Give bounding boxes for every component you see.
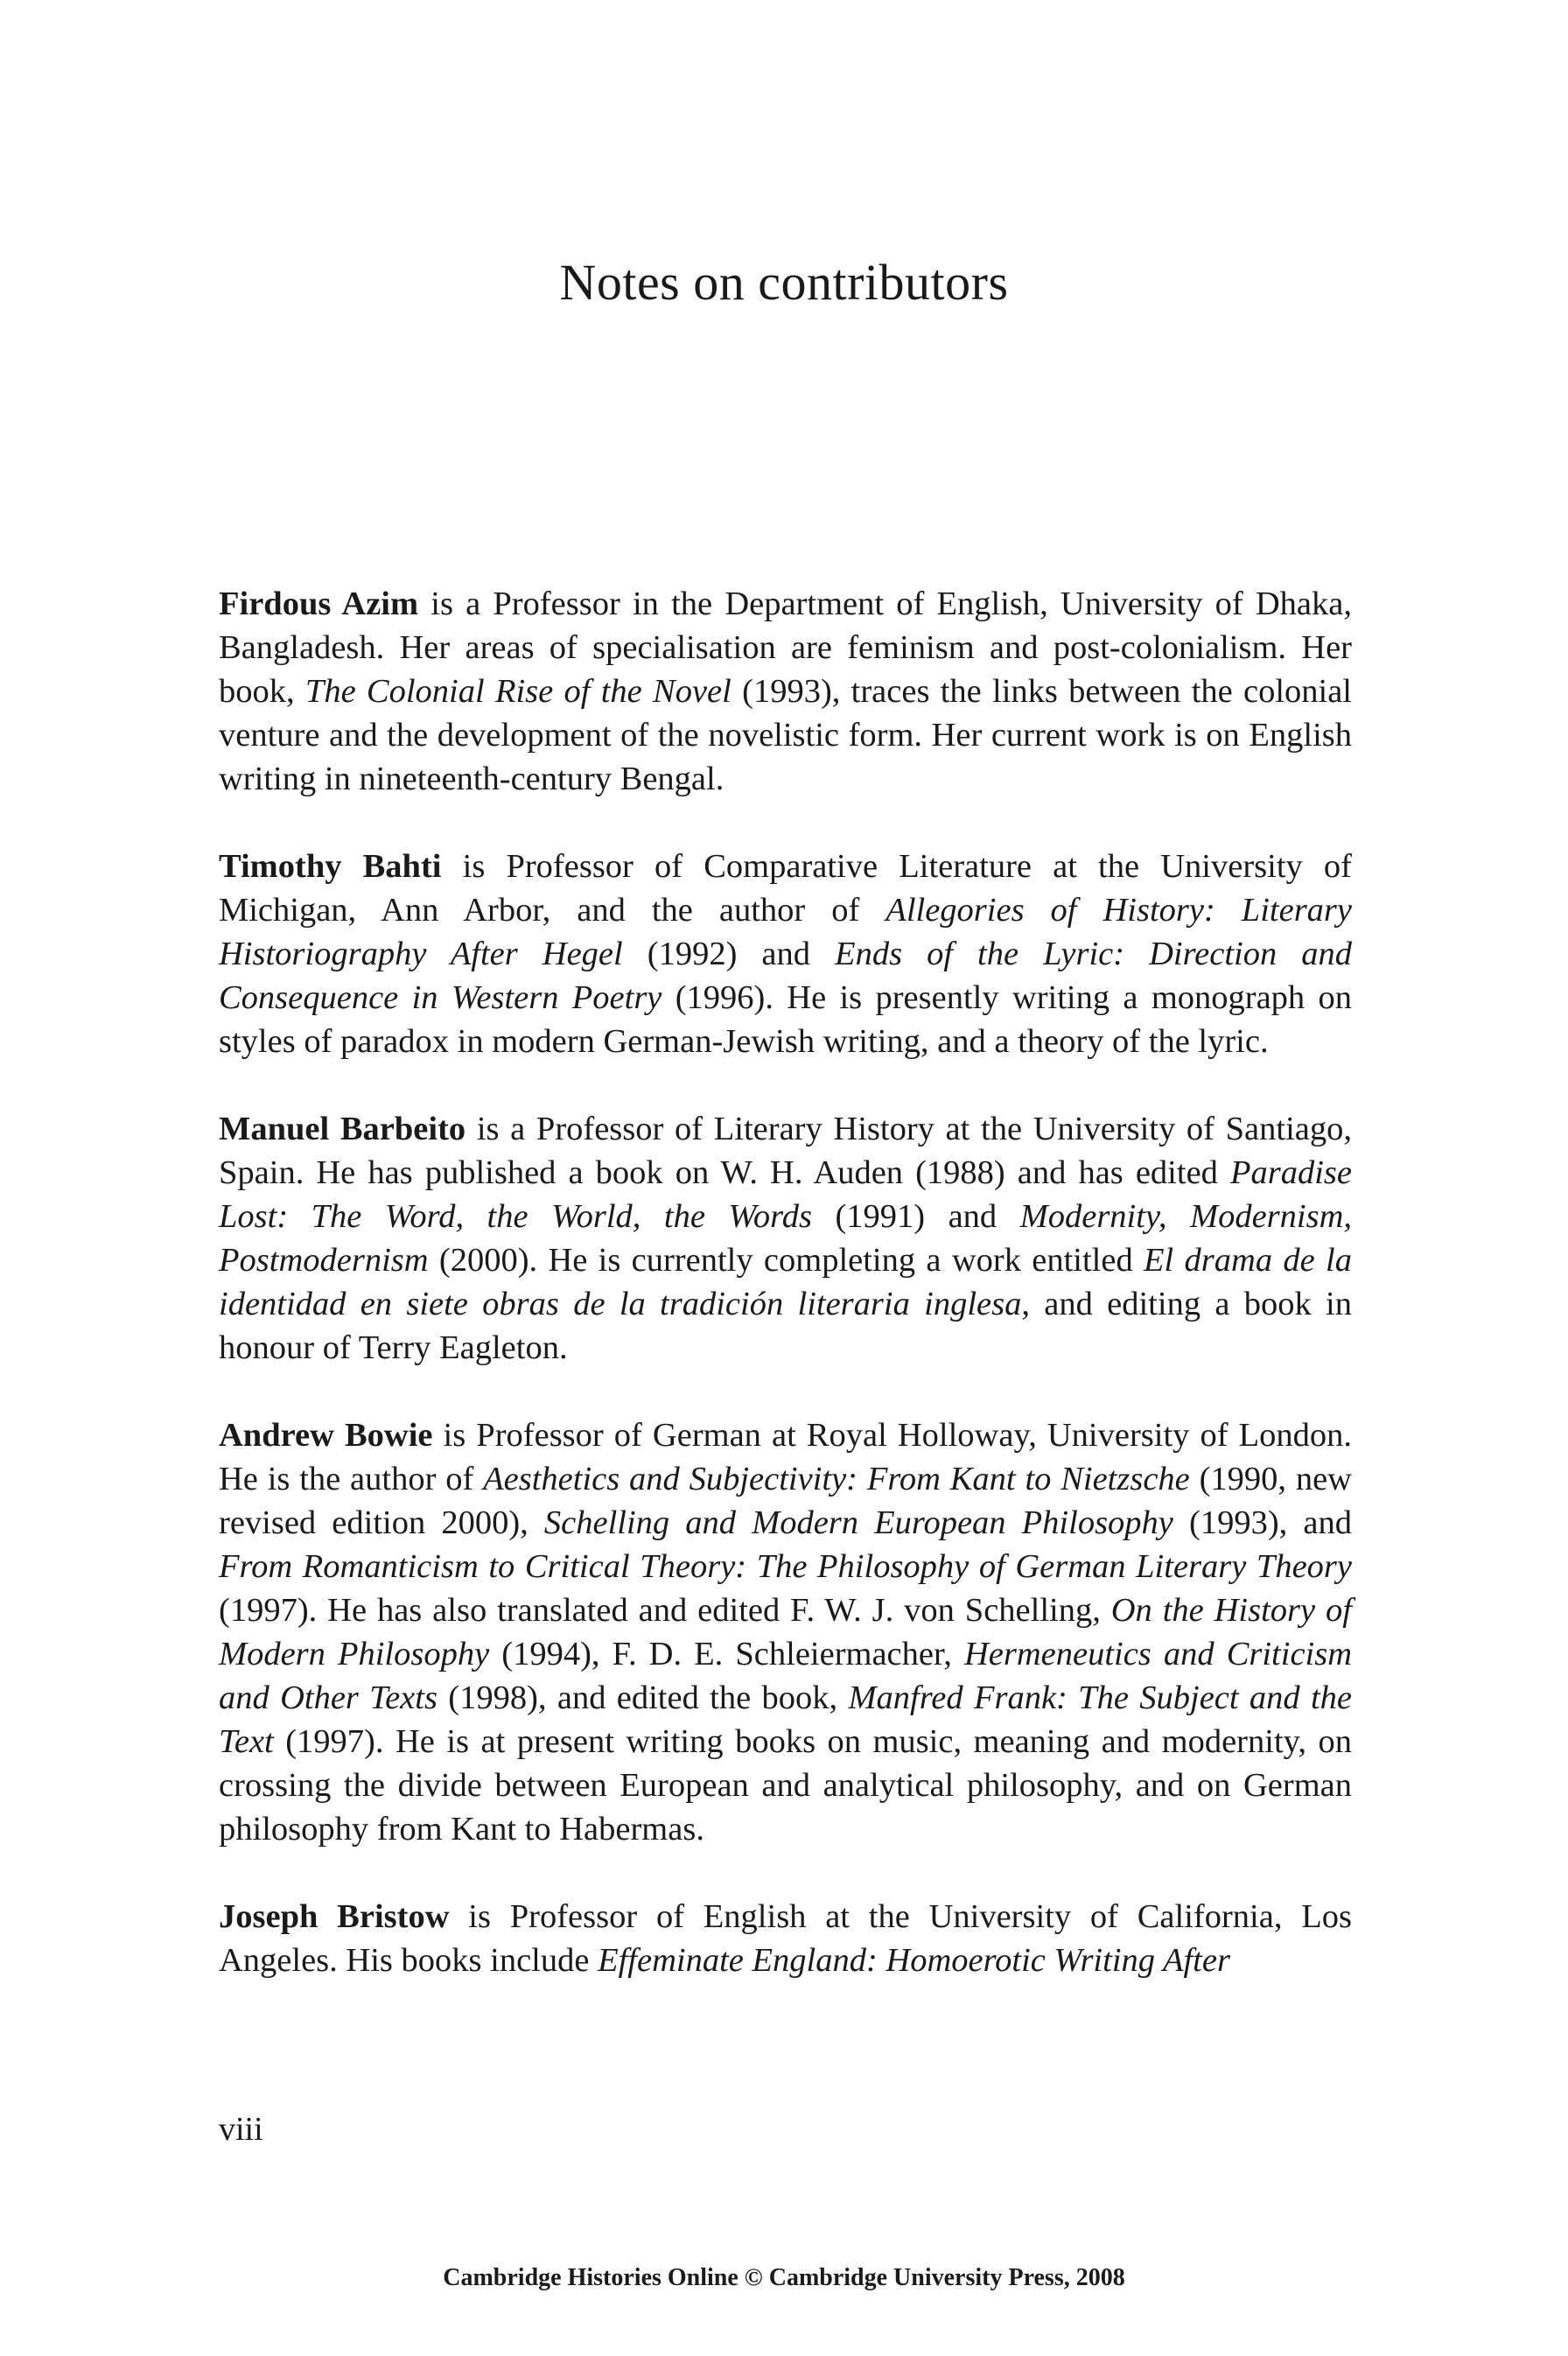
- contributor-name: Joseph Bristow: [219, 1898, 450, 1935]
- page-number: viii: [219, 2111, 263, 2148]
- contributor-name: Timothy Bahti: [219, 848, 442, 885]
- contributor-name: Manuel Barbeito: [219, 1111, 466, 1147]
- contributor-entry: Firdous Azim is a Professor in the Department of English, University of Dhaka, Bangladesh. Her areas of specialisation are feminism and post-colonialism. Her book, The Colonial Rise of the Novel (1993), traces the links between the colonial venture and the development of the novelistic form. Her current work is on English writing in nineteenth-century Bengal.: [219, 585, 1353, 797]
- contributor-name: Andrew Bowie: [219, 1417, 433, 1454]
- contributor-entry: Manuel Barbeito is a Professor of Literary History at the University of Santiago, Spain. He has published a book on W. H. Auden (1988) and has edited Paradise Lost: The Word, the World, the Words (1991) and Modernity, Modernism, Postmodernism (2000). He is currently completing a work entitled El drama de la identidad en siete obras de la tradición literaria inglesa, and editing a book in honour of Terry Eagleton.: [219, 1111, 1353, 1366]
- contributor-list: [219, 582, 1352, 1982]
- page-title: Notes on contributors: [559, 254, 1009, 311]
- contributor-entry: Timothy Bahti is Professor of Comparative Literature at the University of Michigan, Ann Arbor, and the author of Allegories of History: Literary Historiography After Hegel (1992) and Ends of the Lyric: Direction and Consequence in Western Poetry (1996). He is presently writing a monograph on styles of paradox in modern German-Jewish writing, and a theory of the lyric.: [219, 848, 1352, 1060]
- copyright-footer: Cambridge Histories Online © Cambridge University Press, 2008: [443, 2264, 1125, 2291]
- contributor-entry: Andrew Bowie is Professor of German at Royal Holloway, University of London. He is the author of Aesthetics and Subjectivity: From Kant to Nietzsche (1990, new revised edition 2000), Schelling and Modern European Philosophy (1993), and From Romanticism to Critical Theory: The Philosophy of German Literary Theory (1997). He has also translated and edited F. W. J. von Schelling, On the History of Modern Philosophy (1994), F. D. E. Schleiermacher, Hermeneutics and Criticism and Other Texts (1998), and edited the book, Manfred Frank: The Subject and the Text (1997). He is at present writing books on music, meaning and modernity, on crossing the divide between European and analytical philosophy, and on German philosophy from Kant to Habermas.: [219, 1417, 1353, 1848]
- contributor-entry: Joseph Bristow is Professor of English at the University of California, Los Angeles. His books include Effeminate England: Homoerotic Writing After: [219, 1898, 1352, 1979]
- contributor-name: Firdous Azim: [219, 585, 419, 622]
